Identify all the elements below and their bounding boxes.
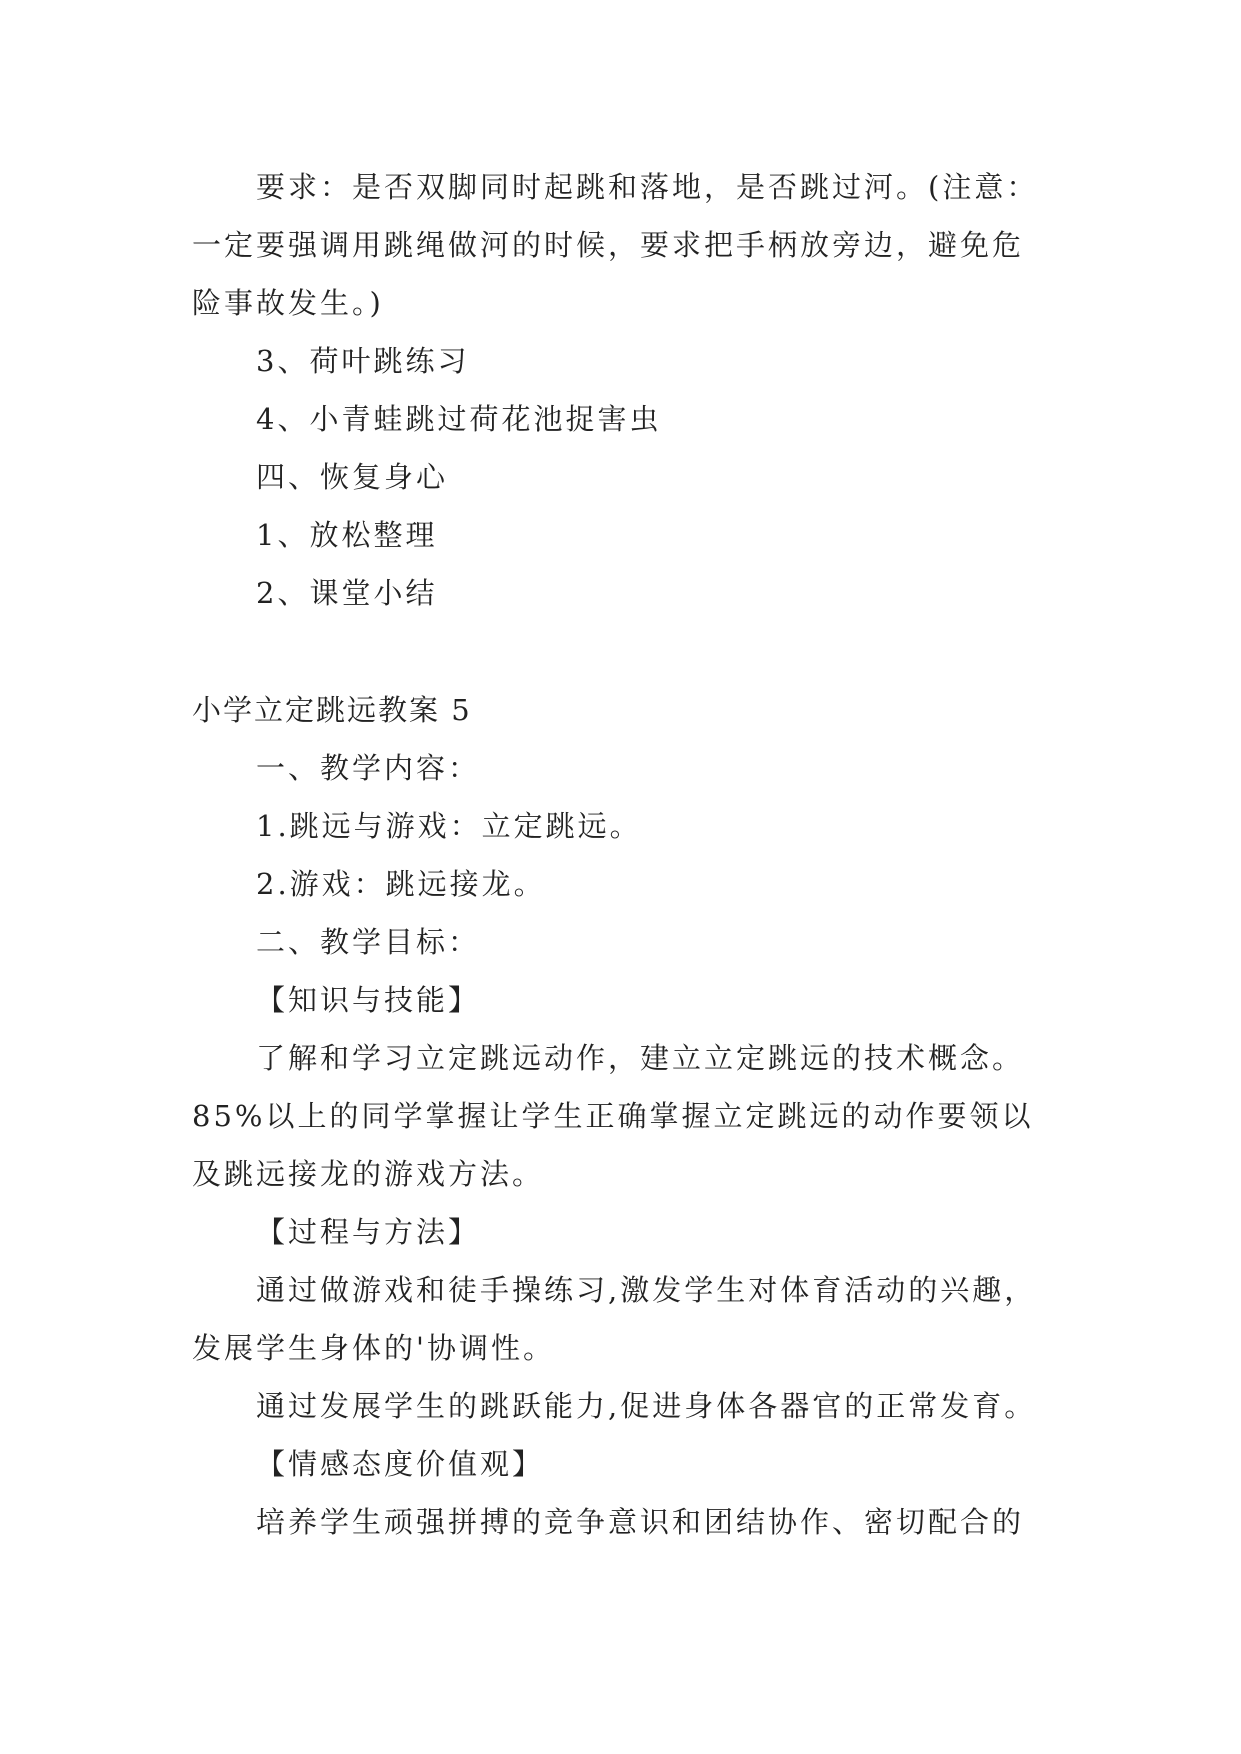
list-item: 4、小青蛙跳过荷花池捉害虫 [256,402,662,436]
section-heading: 四、恢复身心 [256,460,449,494]
paragraph-line: 险事故发生。) [192,286,384,320]
paragraph-line: 培养学生顽强拼搏的竞争意识和团结协作、密切配合的 [256,1505,1025,1539]
list-item: 2.游戏：跳远接龙。 [256,867,546,901]
text-section-2 [192,739,1072,1551]
subsection-heading: 【情感态度价值观】 [256,1447,545,1481]
subsection-heading: 【知识与技能】 [256,983,481,1017]
paragraph-line: 及跳远接龙的游戏方法。 [192,1157,545,1191]
paragraph-line: 了解和学习立定跳远动作，建立立定跳远的技术概念。 [256,1041,1025,1075]
section-heading: 一、教学内容： [256,751,481,785]
paragraph-line: 通过做游戏和徒手操练习,激发学生对体育活动的兴趣， [256,1273,1037,1307]
subsection-heading: 【过程与方法】 [256,1215,481,1249]
list-item: 3、荷叶跳练习 [256,344,470,378]
list-item: 1、放松整理 [256,518,438,552]
paragraph-line: 通过发展学生的跳跃能力,促进身体各器官的正常发育。 [256,1389,1037,1423]
paragraph-line: 发展学生身体的'协调性。 [192,1331,555,1365]
paragraph-line: 一定要强调用跳绳做河的时候，要求把手柄放旁边，避免危 [192,228,1025,262]
document-title: 小学立定跳远教案 5 [192,693,472,727]
list-item: 2、课堂小结 [256,576,438,610]
list-item: 1.跳远与游戏：立定跳远。 [256,809,642,843]
paragraph-line: 要求：是否双脚同时起跳和落地，是否跳过河。(注意： [256,170,1039,204]
paragraph-line: 85%以上的同学掌握让学生正确掌握立定跳远的动作要领以 [192,1099,1034,1133]
document-title-block [192,681,1072,739]
section-heading: 二、教学目标： [256,925,481,959]
text-section-1 [192,158,1072,622]
